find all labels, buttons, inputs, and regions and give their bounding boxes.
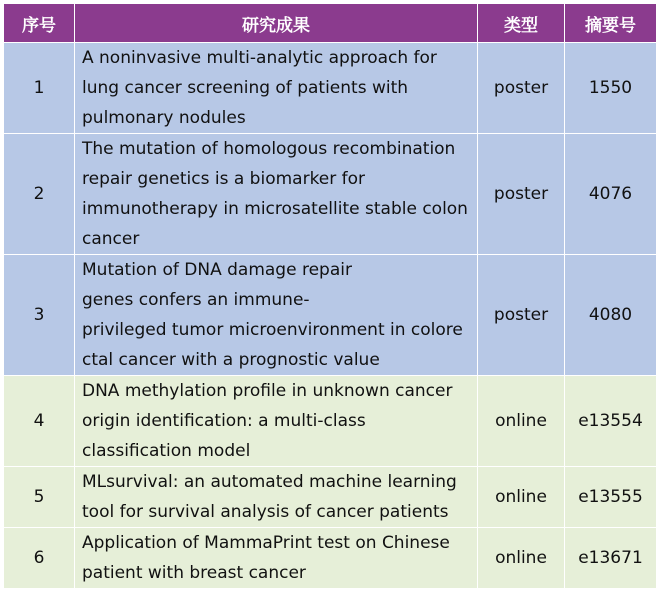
row-number: 3 <box>4 255 75 376</box>
table-row <box>4 467 657 528</box>
title-line: genes confers an immune- <box>82 290 310 310</box>
row-title <box>75 467 478 528</box>
title-line: origin identification: a multi-class <box>82 411 366 431</box>
row-abstract: e13554 <box>565 376 657 467</box>
row-abstract: e13555 <box>565 467 657 528</box>
title-line: pulmonary nodules <box>82 108 246 128</box>
row-type: poster <box>478 134 565 255</box>
title-line: ctal cancer with a prognostic value <box>82 350 380 370</box>
row-title <box>75 255 478 376</box>
title-line: Mutation of DNA damage repair <box>82 260 352 280</box>
title-line: classification model <box>82 441 251 461</box>
header-number: 序号 <box>4 4 75 43</box>
title-line: Application of MammaPrint test on Chinese <box>82 533 450 553</box>
table-row <box>4 134 657 255</box>
row-title <box>75 134 478 255</box>
row-type: poster <box>478 255 565 376</box>
row-type: online <box>478 528 565 589</box>
row-abstract: 4080 <box>565 255 657 376</box>
title-line: privileged tumor microenvironment in colore <box>82 320 463 340</box>
title-line: DNA methylation profile in unknown cancer <box>82 381 453 401</box>
title-line: lung cancer screening of patients with <box>82 78 409 98</box>
row-title <box>75 528 478 589</box>
title-line: tool for survival analysis of cancer patients <box>82 502 449 522</box>
row-type: online <box>478 467 565 528</box>
row-abstract: e13671 <box>565 528 657 589</box>
row-title <box>75 43 478 134</box>
table-row <box>4 376 657 467</box>
row-number: 1 <box>4 43 75 134</box>
row-type: poster <box>478 43 565 134</box>
header-research: 研究成果 <box>75 4 478 43</box>
table-row <box>4 255 657 376</box>
results-table <box>3 3 657 589</box>
row-number: 5 <box>4 467 75 528</box>
row-abstract: 4076 <box>565 134 657 255</box>
title-line: immunotherapy in microsatellite stable colon <box>82 199 468 219</box>
row-number: 6 <box>4 528 75 589</box>
table-row <box>4 528 657 589</box>
row-type: online <box>478 376 565 467</box>
row-number: 2 <box>4 134 75 255</box>
title-line: A noninvasive multi-analytic approach for <box>82 48 437 68</box>
title-line: cancer <box>82 229 140 249</box>
title-line: MLsurvival: an automated machine learning <box>82 472 457 492</box>
title-line: The mutation of homologous recombination <box>82 139 456 159</box>
title-line: repair genetics is a biomarker for <box>82 169 366 189</box>
row-title <box>75 376 478 467</box>
header-row <box>4 4 657 43</box>
header-abstract: 摘要号 <box>565 4 657 43</box>
table-row <box>4 43 657 134</box>
title-line: patient with breast cancer <box>82 563 306 583</box>
row-abstract: 1550 <box>565 43 657 134</box>
row-number: 4 <box>4 376 75 467</box>
header-type: 类型 <box>478 4 565 43</box>
